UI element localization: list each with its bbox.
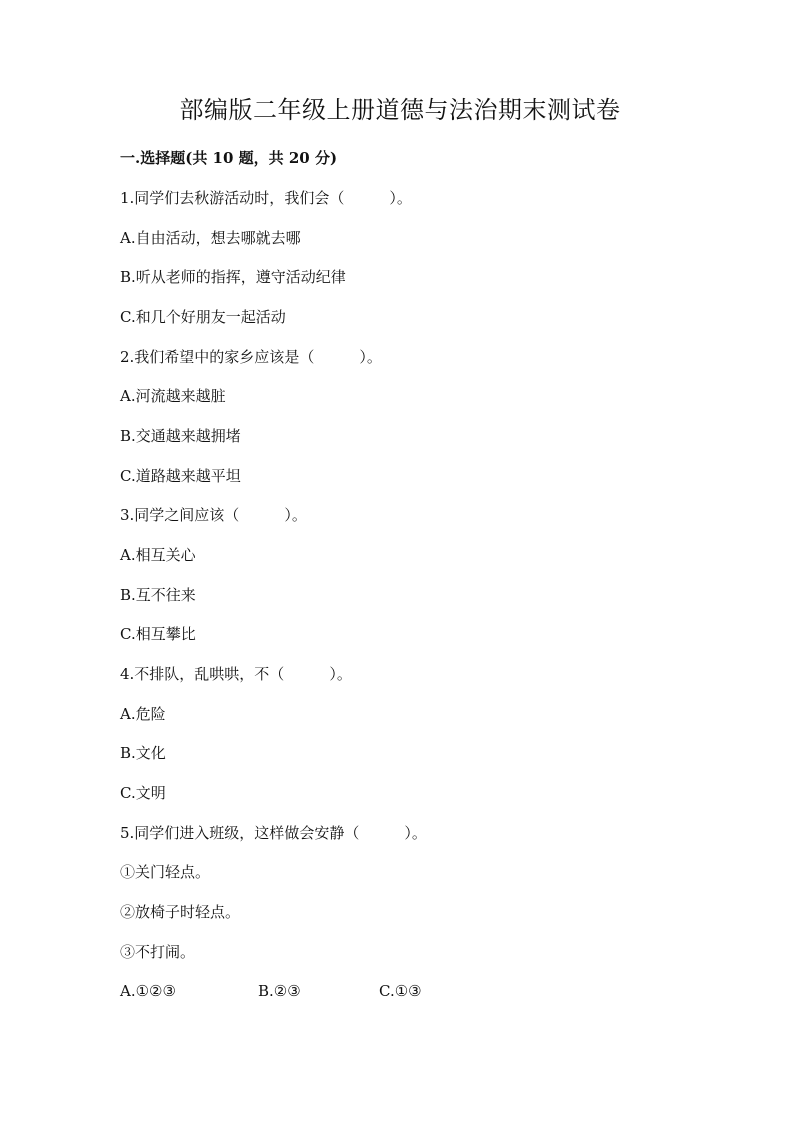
question-4-option-b: B.文化 — [120, 744, 166, 762]
question-5-statement-3: ③不打闹。 — [120, 943, 196, 961]
question-4-stem: 4.不排队，乱哄哄，不（ ）。 — [120, 665, 352, 683]
question-1-option-b: B.听从老师的指挥，遵守活动纪律 — [120, 268, 346, 286]
question-4-option-a: A.危险 — [120, 705, 166, 723]
question-5-statement-2: ②放椅子时轻点。 — [120, 903, 241, 921]
question-3-option-a: A.相互关心 — [120, 546, 196, 564]
question-2-option-a: A.河流越来越脏 — [120, 387, 226, 405]
question-1-option-c: C.和几个好朋友一起活动 — [120, 308, 286, 326]
question-2-option-c: C.道路越来越平坦 — [120, 467, 241, 485]
question-3-stem: 3.同学之间应该（ ）。 — [120, 506, 307, 524]
exam-title: 部编版二年级上册道德与法治期末测试卷 — [179, 96, 621, 124]
question-5-stem: 5.同学们进入班级，这样做会安静（ ）。 — [120, 824, 427, 842]
question-1-option-a: A.自由活动，想去哪就去哪 — [120, 229, 301, 247]
question-5-statement-1: ①关门轻点。 — [120, 863, 211, 881]
question-5-option-b: B.②③ — [258, 982, 301, 1000]
question-1-stem: 1.同学们去秋游活动时，我们会（ ）。 — [120, 189, 412, 207]
question-5-option-c: C.①③ — [379, 982, 422, 1000]
question-4-option-c: C.文明 — [120, 784, 166, 802]
question-3-option-c: C.相互攀比 — [120, 625, 196, 643]
section-heading: 一.选择题(共 10 题，共 20 分) — [120, 149, 338, 167]
question-2-stem: 2.我们希望中的家乡应该是（ ）。 — [120, 348, 382, 366]
question-3-option-b: B.互不往来 — [120, 586, 196, 604]
question-5-option-a: A.①②③ — [120, 982, 176, 1000]
question-2-option-b: B.交通越来越拥堵 — [120, 427, 241, 445]
